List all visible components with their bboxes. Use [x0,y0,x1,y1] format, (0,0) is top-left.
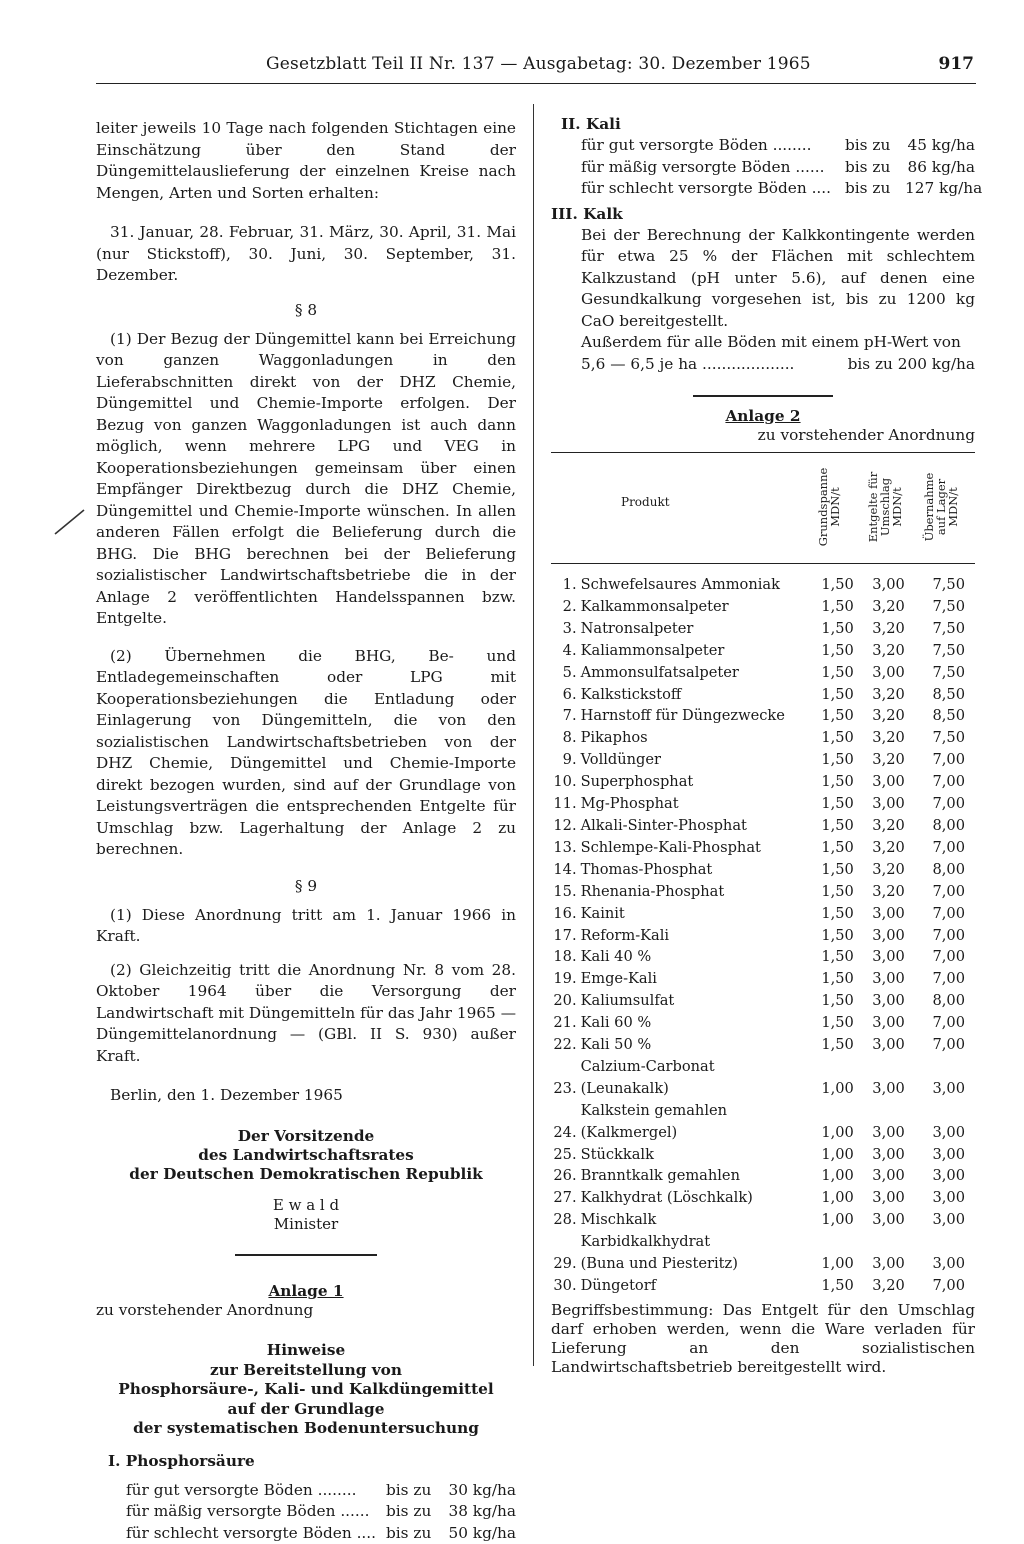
hinweise-line-5: der systematischen Bodenuntersuchung [96,1419,516,1439]
phos-row-label: für gut versorgte Böden ........ [126,1480,386,1502]
product-name: Kalkstickstoff [581,684,813,706]
umschlag-value: 3,00 [863,1012,914,1034]
row-number: 29. [551,1231,581,1275]
product-table [551,574,975,1297]
umschlag-value: 3,20 [863,837,914,859]
kali-row-amount: 127 kg/ha [905,178,975,200]
row-number: 5. [551,662,581,684]
grundspanne-value: 1,50 [812,1275,863,1297]
lager-value: 3,00 [914,1165,975,1187]
table-row [551,749,975,771]
product-name: Reform-Kali [581,925,813,947]
table-row [551,1165,975,1187]
intro-paragraph: leiter jeweils 10 Tage nach folgenden Stichtagen eine Einschätzung über den Stand der Düngemittelauslieferung der einzelnen Kreise nach Mengen, Arten und Sorten erhalten: [96,118,516,204]
grundspanne-value: 1,50 [812,946,863,968]
table-row [551,990,975,1012]
grundspanne-value: 1,50 [812,771,863,793]
table-row [551,684,975,706]
footnote: Begriffsbestimmung: Das Entgelt für den Umschlag darf erhoben werden, wenn die Ware verladen für Lieferung an den sozialistischen Landwirtschaftsbetrieb bereitgestellt wird. [551,1301,975,1377]
row-number: 8. [551,727,581,749]
phos-row [126,1501,516,1523]
margin-pen-mark [52,508,86,536]
table-row [551,596,975,618]
umschlag-value: 3,20 [863,727,914,749]
row-number: 6. [551,684,581,706]
kali-row-bis: bis zu [845,178,905,200]
lager-value: 7,00 [914,1034,975,1056]
umschlag-value: 3,20 [863,684,914,706]
umschlag-value: 3,20 [863,640,914,662]
lager-value: 8,00 [914,990,975,1012]
umschlag-value: 3,00 [863,662,914,684]
lager-value: 7,00 [914,968,975,990]
product-name: Mischkalk [581,1209,813,1231]
signer-line-1: Der Vorsitzende [96,1127,516,1146]
hinweise-heading [96,1341,516,1439]
row-number: 25. [551,1144,581,1166]
umschlag-value: 3,20 [863,618,914,640]
hinweise-line-3: Phosphorsäure-, Kali- und Kalkdüngemittel [96,1380,516,1400]
kali-row-label: für schlecht versorgte Böden .... [581,178,845,200]
section-9-paragraph-2: (2) Gleichzeitig tritt die Anordnung Nr. 8 vom 28. Oktober 1964 über die Versorgung der Landwirtschaft mit Düngemitteln für das Jahr 1965 — Düngemittelanordnung — (GBl. II S. 930) außer Kraft. [96,960,516,1068]
table-row [551,1275,975,1297]
umschlag-value: 3,20 [863,859,914,881]
grundspanne-value: 1,50 [812,837,863,859]
grundspanne-value: 1,50 [812,1034,863,1056]
table-row [551,1144,975,1166]
table-row [551,881,975,903]
umschlag-value: 3,00 [863,1100,914,1144]
anlage-2-subtitle: zu vorstehender Anordnung [551,425,975,446]
hinweise-line-1: Hinweise [96,1341,516,1361]
grundspanne-value: 1,50 [812,903,863,925]
phos-row [126,1523,516,1544]
product-name: Volldünger [581,749,813,771]
product-name: Emge-Kali [581,968,813,990]
row-number: 22. [551,1034,581,1056]
kali-heading: II. Kali [551,114,975,135]
lager-value: 7,00 [914,749,975,771]
product-name: Natronsalpeter [581,618,813,640]
grundspanne-value: 1,00 [812,1187,863,1209]
product-name: Alkali-Sinter-Phosphat [581,815,813,837]
row-number: 4. [551,640,581,662]
umschlag-value: 3,00 [863,793,914,815]
lager-value: 7,50 [914,662,975,684]
row-number: 30. [551,1275,581,1297]
signer-line-2: des Landwirtschaftsrates [96,1146,516,1165]
lager-value: 7,00 [914,771,975,793]
kali-row-amount: 45 kg/ha [905,135,975,157]
row-number: 14. [551,859,581,881]
phos-row-bis: bis zu [386,1501,446,1523]
grundspanne-value: 1,50 [812,990,863,1012]
kalk-paragraph-1: Bei der Berechnung der Kalkkontingente werden für etwa 25 % der Flächen mit schlechtem Kalkzustand (pH unter 5.6), auf denen eine Gesundkalkung vorgesehen ist, bis zu 1200 kg CaO bereitgestellt. [581,225,975,333]
umschlag-value: 3,20 [863,596,914,618]
lager-value: 7,00 [914,925,975,947]
signer-title: Minister [96,1215,516,1234]
section-8-paragraph-2: (2) Übernehmen die BHG, Be- und Entladegemeinschaften oder LPG mit Kooperationsbeziehungen die Entladung oder Einlagerung von Düngemitteln, die von den sozialistischen Landwirtschaftsbetrieben von der DHZ Chemie, Düngemittel und Chemie-Importe direkt bezogen wurden, sind auf der Grundlage von Leistungsverträgen die entsprechenden Entgelte für Umschlag bzw. Lagerhaltung der Anlage 2 zu berechnen. [96,646,516,861]
umschlag-value: 3,20 [863,749,914,771]
grundspanne-value: 1,00 [812,1056,863,1100]
product-name: Rhenania-Phosphat [581,881,813,903]
product-name: Kali 40 % [581,946,813,968]
grundspanne-value: 1,50 [812,596,863,618]
kali-row-bis: bis zu [845,157,905,179]
kali-row [581,135,975,157]
grundspanne-value: 1,50 [812,968,863,990]
table-row [551,859,975,881]
hinweise-line-2: zur Bereitstellung von [96,1361,516,1381]
kalk-row-amount: bis zu 200 kg/ha [835,354,975,376]
table-row [551,640,975,662]
table-row [551,1100,975,1144]
lager-value: 7,00 [914,1012,975,1034]
phos-row-label: für mäßig versorgte Böden ...... [126,1501,386,1523]
signer-name: E w a l d [96,1196,516,1215]
phos-row-bis: bis zu [386,1523,446,1544]
product-name: Pikaphos [581,727,813,749]
grundspanne-value: 1,50 [812,793,863,815]
row-number: 18. [551,946,581,968]
grundspanne-value: 1,50 [812,662,863,684]
phos-row-label: für schlecht versorgte Böden .... [126,1523,386,1544]
row-number: 13. [551,837,581,859]
grundspanne-value: 1,50 [812,727,863,749]
lager-value: 7,00 [914,1275,975,1297]
column-divider [533,104,534,1366]
row-number: 12. [551,815,581,837]
umschlag-value: 3,00 [863,1209,914,1231]
umschlag-value: 3,20 [863,815,914,837]
lager-value: 3,00 [914,1144,975,1166]
kalk-paragraph-2a: Außerdem für alle Böden mit einem pH-Wert von [581,332,975,354]
row-number: 26. [551,1165,581,1187]
section-8-paragraph-1: (1) Der Bezug der Düngemittel kann bei Erreichung von ganzen Waggonladungen in den Lieferabschnitten direkt von der DHZ Chemie, Düngemittel und Chemie-Importe erfolgen. Der Bezug von ganzen Waggonladungen ist auch dann möglich, wenn mehrere LPG und VEG in Kooperationsbeziehungen gemeinsam über einen Empfänger Direktbezug durch die DHZ Chemie, Düngemittel und Chemie-Importe wünschen. In allen anderen Fällen erfolgt die Belieferung durch die BHG. Die BHG berechnen bei der Belieferung sozialistischer Landwirtschaftsbetriebe die in der Anlage 2 veröffentlichten Handelsspannen bzw. Entgelte. [96,329,516,630]
row-number: 9. [551,749,581,771]
product-name: Kali 50 % [581,1034,813,1056]
lager-value: 3,00 [914,1100,975,1144]
table-row [551,946,975,968]
product-name: Karbidkalkhydrat (Buna und Piesteritz) [581,1231,813,1275]
lager-value: 3,00 [914,1056,975,1100]
grundspanne-value: 1,50 [812,618,863,640]
umschlag-value: 3,00 [863,1144,914,1166]
lager-value: 8,50 [914,705,975,727]
grundspanne-value: 1,50 [812,684,863,706]
table-row [551,925,975,947]
col-header-lager [919,459,963,555]
grundspanne-value: 1,50 [812,815,863,837]
kali-row-label: für mäßig versorgte Böden ...... [581,157,845,179]
umschlag-value: 3,00 [863,946,914,968]
product-name: Kali 60 % [581,1012,813,1034]
umschlag-value: 3,20 [863,881,914,903]
table-header [551,452,975,564]
umschlag-value: 3,00 [863,968,914,990]
product-name: Schwefelsaures Ammoniak [581,574,813,596]
table-row [551,1231,975,1275]
row-number: 7. [551,705,581,727]
table-row [551,903,975,925]
divider-rule [235,1254,377,1256]
umschlag-value: 3,00 [863,771,914,793]
table-row [551,1209,975,1231]
col-header-produkt: Produkt [621,495,670,509]
col-header-umschlag [863,459,907,555]
product-name: Calzium-Carbonat (Leunakalk) [581,1056,813,1100]
product-name: Thomas-Phosphat [581,859,813,881]
table-row [551,574,975,596]
kali-row [581,178,975,200]
table-row [551,837,975,859]
product-name: Branntkalk gemahlen [581,1165,813,1187]
grundspanne-value: 1,50 [812,705,863,727]
umschlag-value: 3,00 [863,574,914,596]
table-row [551,1034,975,1056]
signature-block [96,1127,516,1234]
product-name: Schlempe-Kali-Phosphat [581,837,813,859]
grundspanne-value: 1,50 [812,640,863,662]
row-number: 16. [551,903,581,925]
umschlag-value: 3,00 [863,1056,914,1100]
left-column [96,118,516,1544]
table-row [551,618,975,640]
lager-value: 7,00 [914,837,975,859]
anlage-1-subtitle: zu vorstehender Anordnung [96,1300,516,1322]
table-row [551,662,975,684]
row-number: 10. [551,771,581,793]
row-number: 17. [551,925,581,947]
umschlag-value: 3,00 [863,1034,914,1056]
product-name: Harnstoff für Düngezwecke [581,705,813,727]
section-9-paragraph-1: (1) Diese Anordnung tritt am 1. Januar 1966 in Kraft. [96,905,516,948]
table-row [551,815,975,837]
phos-row-amount: 30 kg/ha [446,1480,516,1502]
signer-line-3: der Deutschen Demokratischen Republik [96,1165,516,1184]
kali-row [581,157,975,179]
umschlag-value: 3,00 [863,925,914,947]
table-row [551,1012,975,1034]
grundspanne-value: 1,00 [812,1165,863,1187]
kali-row-amount: 86 kg/ha [905,157,975,179]
header-title: Gesetzblatt Teil II Nr. 137 — Ausgabetag: 30. Dezember 1965 [266,54,811,74]
row-number: 24. [551,1100,581,1144]
section-8-heading: § 8 [96,301,516,319]
product-name: Düngetorf [581,1275,813,1297]
lager-value: 7,50 [914,596,975,618]
product-name: Kaliumsulfat [581,990,813,1012]
product-name: Kainit [581,903,813,925]
phosphorsaeure-heading: I. Phosphorsäure [96,1451,516,1472]
product-name: Kalkammonsalpeter [581,596,813,618]
lager-value: 7,00 [914,793,975,815]
grundspanne-value: 1,50 [812,574,863,596]
anlage-1-title: Anlage 1 [96,1282,516,1300]
grundspanne-value: 1,50 [812,749,863,771]
lager-value: 7,50 [914,640,975,662]
col-header-grundspanne-text: Grundspanne MDN/t [817,468,841,547]
grundspanne-value: 1,50 [812,859,863,881]
row-number: 2. [551,596,581,618]
table-row [551,727,975,749]
row-number: 27. [551,1187,581,1209]
phos-row-amount: 50 kg/ha [446,1523,516,1544]
umschlag-value: 3,00 [863,1187,914,1209]
row-number: 1. [551,574,581,596]
lager-value: 8,00 [914,859,975,881]
lager-value: 7,00 [914,881,975,903]
row-number: 28. [551,1209,581,1231]
grundspanne-value: 1,50 [812,1012,863,1034]
table-row [551,771,975,793]
umschlag-value: 3,00 [863,1165,914,1187]
col-header-lager-text: Übernahme auf Lager MDN/t [923,473,959,542]
umschlag-value: 3,00 [863,990,914,1012]
kalk-row [581,354,975,376]
lager-value: 7,50 [914,574,975,596]
kalk-row-label: 5,6 — 6,5 je ha ................... [581,354,835,376]
row-number: 20. [551,990,581,1012]
phos-row [126,1480,516,1502]
col-header-grundspanne [807,459,851,555]
section-9-heading: § 9 [96,877,516,895]
grundspanne-value: 1,00 [812,1209,863,1231]
lager-value: 7,50 [914,618,975,640]
umschlag-value: 3,00 [863,903,914,925]
kali-row-bis: bis zu [845,135,905,157]
header-rule [96,83,976,84]
right-column [551,114,975,1377]
divider-rule [693,395,833,397]
row-number: 19. [551,968,581,990]
phosphorsaeure-list [96,1480,516,1544]
lager-value: 7,50 [914,727,975,749]
product-name: Mg-Phosphat [581,793,813,815]
dates-paragraph: 31. Januar, 28. Februar, 31. März, 30. April, 31. Mai (nur Stickstoff), 30. Juni, 30. September, 31. Dezember. [96,222,516,287]
umschlag-value: 3,20 [863,705,914,727]
umschlag-value: 3,00 [863,1231,914,1275]
kali-row-label: für gut versorgte Böden ........ [581,135,845,157]
row-number: 21. [551,1012,581,1034]
table-row [551,968,975,990]
table-row [551,1056,975,1100]
col-header-umschlag-text: Entgelte für Umschlag MDN/t [867,472,903,543]
lager-value: 8,50 [914,684,975,706]
page-header [96,50,976,84]
product-name: Stückkalk [581,1144,813,1166]
table-row [551,705,975,727]
row-number: 23. [551,1056,581,1100]
table-row [551,1187,975,1209]
hinweise-line-4: auf der Grundlage [96,1400,516,1420]
row-number: 15. [551,881,581,903]
kalk-text [551,225,975,376]
product-table-body [551,574,975,1297]
lager-value: 8,00 [914,815,975,837]
lager-value: 7,00 [914,903,975,925]
umschlag-value: 3,20 [863,1275,914,1297]
anlage-2-title: Anlage 2 [551,407,975,425]
product-name: Kalkhydrat (Löschkalk) [581,1187,813,1209]
grundspanne-value: 1,00 [812,1231,863,1275]
table-row [551,793,975,815]
lager-value: 7,00 [914,946,975,968]
product-name: Superphosphat [581,771,813,793]
row-number: 3. [551,618,581,640]
place-date: Berlin, den 1. Dezember 1965 [96,1085,516,1107]
phos-row-bis: bis zu [386,1480,446,1502]
row-number: 11. [551,793,581,815]
lager-value: 3,00 [914,1187,975,1209]
lager-value: 3,00 [914,1209,975,1231]
lager-value: 3,00 [914,1231,975,1275]
phos-row-amount: 38 kg/ha [446,1501,516,1523]
product-name: Kaliammonsalpeter [581,640,813,662]
grundspanne-value: 1,50 [812,881,863,903]
kali-list [551,135,975,200]
grundspanne-value: 1,50 [812,925,863,947]
product-name: Kalkstein gemahlen (Kalkmergel) [581,1100,813,1144]
grundspanne-value: 1,00 [812,1100,863,1144]
product-name: Ammonsulfatsalpeter [581,662,813,684]
kalk-heading: III. Kalk [551,204,975,225]
grundspanne-value: 1,00 [812,1144,863,1166]
page-number: 917 [939,54,975,74]
